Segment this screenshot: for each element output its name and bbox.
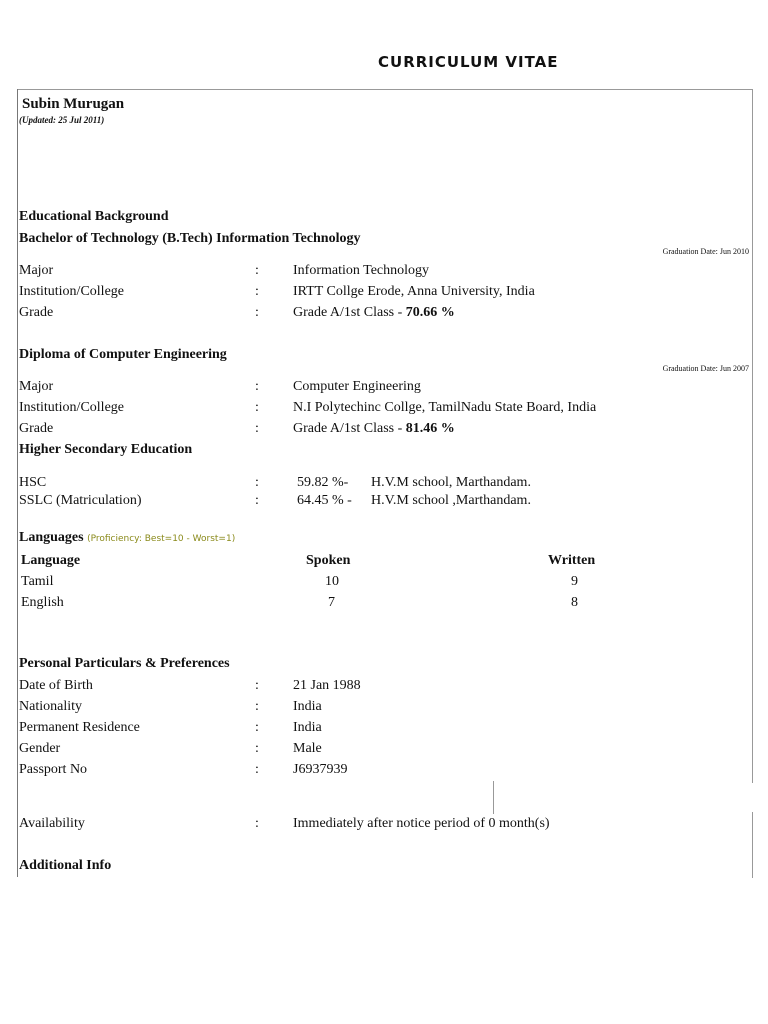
colon: : bbox=[255, 741, 259, 756]
diploma-grade-value bbox=[293, 421, 455, 437]
hsc-label: HSC bbox=[19, 475, 47, 490]
frame-right-border-lower bbox=[752, 812, 753, 878]
colon: : bbox=[255, 284, 259, 299]
colon: : bbox=[255, 816, 259, 831]
hsc-score: 59.82 %- bbox=[297, 475, 349, 490]
grade-percent: 81.46 % bbox=[405, 421, 455, 436]
colon: : bbox=[255, 699, 259, 714]
grade-percent: 70.66 % bbox=[405, 305, 455, 320]
btech-graduation-date: Graduation Date: Jun 2010 bbox=[662, 247, 749, 256]
colon: : bbox=[255, 678, 259, 693]
availability-label: Availability bbox=[19, 816, 85, 831]
colon: : bbox=[255, 493, 259, 508]
btech-major-label: Major bbox=[19, 263, 54, 278]
diploma-graduation-date: Graduation Date: Jun 2007 bbox=[662, 364, 749, 373]
hse-title: Higher Secondary Education bbox=[19, 442, 193, 457]
sslc-label: SSLC (Matriculation) bbox=[19, 493, 142, 508]
diploma-institution-value: N.I Polytechinc Collge, TamilNadu State Board, India bbox=[293, 400, 597, 415]
residence-value: India bbox=[293, 720, 322, 735]
colon: : bbox=[255, 720, 259, 735]
personal-heading: Personal Particulars & Preferences bbox=[19, 656, 230, 671]
frame-left-border bbox=[17, 89, 18, 877]
language-written: 8 bbox=[571, 595, 578, 610]
colon: : bbox=[255, 421, 259, 436]
diploma-title: Diploma of Computer Engineering bbox=[19, 347, 227, 362]
additional-info-heading: Additional Info bbox=[19, 858, 112, 873]
btech-grade-label: Grade bbox=[19, 305, 54, 320]
gender-value: Male bbox=[293, 741, 322, 756]
colon: : bbox=[255, 762, 259, 777]
colon: : bbox=[255, 379, 259, 394]
language-spoken: 7 bbox=[328, 595, 335, 610]
colon: : bbox=[255, 400, 259, 415]
divider-line bbox=[493, 781, 494, 814]
availability-value: Immediately after notice period of 0 month(s) bbox=[293, 816, 550, 831]
dob-value: 21 Jan 1988 bbox=[293, 678, 361, 693]
diploma-grade-label: Grade bbox=[19, 421, 54, 436]
col-language-header: Language bbox=[21, 553, 81, 568]
frame-top-border bbox=[17, 89, 753, 90]
btech-institution-value: IRTT Collge Erode, Anna University, India bbox=[293, 284, 535, 299]
nationality-value: India bbox=[293, 699, 322, 714]
passport-value: J6937939 bbox=[293, 762, 348, 777]
colon: : bbox=[255, 263, 259, 278]
grade-prefix: Grade A/1st Class - bbox=[293, 421, 406, 436]
col-written-header: Written bbox=[548, 553, 596, 568]
btech-institution-label: Institution/College bbox=[19, 284, 124, 299]
proficiency-note: (Proficiency: Best=10 - Worst=1) bbox=[87, 534, 236, 544]
grade-prefix: Grade A/1st Class - bbox=[293, 305, 406, 320]
gender-label: Gender bbox=[19, 741, 61, 756]
languages-heading-text: Languages bbox=[19, 530, 84, 545]
dob-label: Date of Birth bbox=[19, 678, 93, 693]
btech-title: Bachelor of Technology (B.Tech) Information Technology bbox=[19, 231, 361, 246]
diploma-major-label: Major bbox=[19, 379, 54, 394]
document-title: CURRICULUM VITAE bbox=[378, 53, 559, 71]
nationality-label: Nationality bbox=[19, 699, 82, 714]
frame-right-border bbox=[752, 89, 753, 783]
hsc-school: H.V.M school, Marthandam. bbox=[371, 475, 531, 490]
language-name: Tamil bbox=[21, 574, 54, 589]
updated-date: (Updated: 25 Jul 2011) bbox=[19, 115, 105, 125]
col-spoken-header: Spoken bbox=[306, 553, 351, 568]
language-spoken: 10 bbox=[325, 574, 339, 589]
language-name: English bbox=[21, 595, 64, 610]
residence-label: Permanent Residence bbox=[19, 720, 140, 735]
sslc-school: H.V.M school ,Marthandam. bbox=[371, 493, 531, 508]
passport-label: Passport No bbox=[19, 762, 88, 777]
diploma-institution-label: Institution/College bbox=[19, 400, 124, 415]
btech-major-value: Information Technology bbox=[293, 263, 430, 278]
colon: : bbox=[255, 475, 259, 490]
colon: : bbox=[255, 305, 259, 320]
btech-grade-value bbox=[293, 305, 455, 321]
language-written: 9 bbox=[571, 574, 578, 589]
languages-heading bbox=[19, 530, 235, 546]
diploma-major-value: Computer Engineering bbox=[293, 379, 421, 394]
sslc-score: 64.45 % - bbox=[297, 493, 352, 508]
education-heading: Educational Background bbox=[19, 209, 169, 224]
candidate-name: Subin Murugan bbox=[22, 96, 125, 112]
